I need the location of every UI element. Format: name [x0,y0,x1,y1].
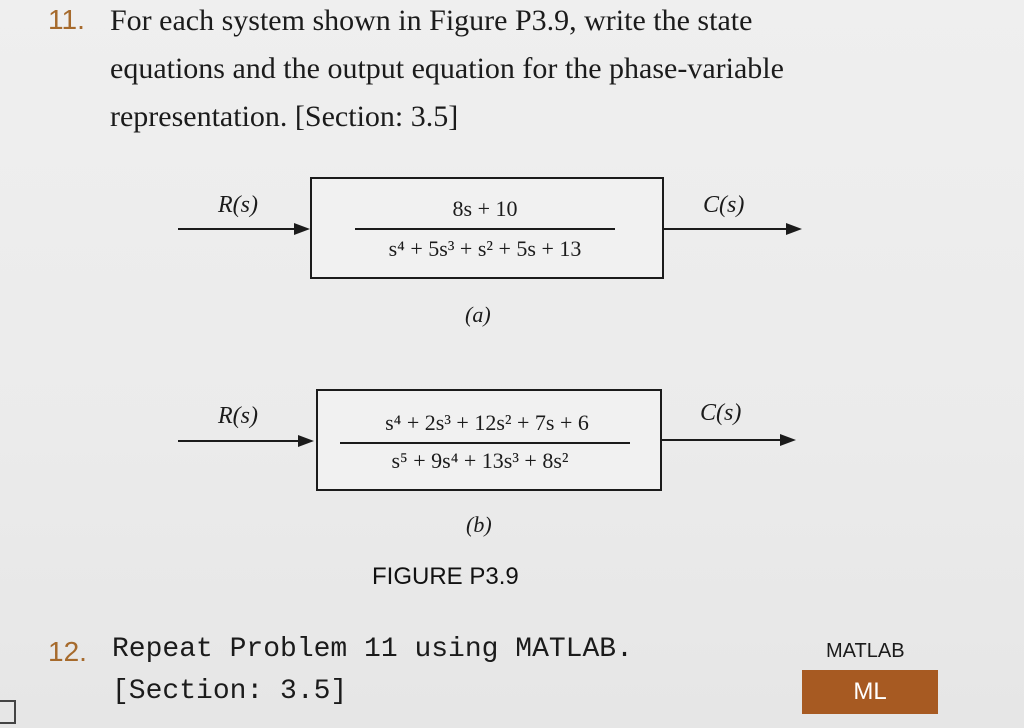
problem-11-text-line-3: representation. [Section: 3.5] [110,100,459,133]
output-arrowhead-b [780,434,796,446]
fraction-bar-a [355,228,615,230]
input-arrowhead-b [298,435,314,447]
input-signal-label-a: R(s) [218,192,258,218]
problem-11-text-line-1: For each system shown in Figure P3.9, write the state [110,4,753,37]
output-arrow-b [662,439,782,441]
matlab-label: MATLAB [826,640,905,662]
transfer-function-box-b [316,389,662,491]
figure-label: FIGURE P3.9 [372,563,519,590]
output-signal-label-b: C(s) [700,400,742,426]
fraction-bar-b [340,442,630,444]
numerator-a: 8s + 10 [452,196,518,221]
input-arrow-a [178,228,296,230]
caption-a: (a) [465,302,491,327]
problem-12-text-line-2: [Section: 3.5] [112,676,348,707]
denominator-a: s⁴ + 5s³ + s² + 5s + 13 [388,236,582,261]
problem-11-number: 11. [48,4,85,35]
denominator-b: s⁵ + 9s⁴ + 13s³ + 8s² [391,448,569,473]
input-signal-label-b: R(s) [218,403,258,429]
margin-mark [0,700,16,724]
output-arrowhead-a [786,223,802,235]
caption-b: (b) [466,512,492,537]
numerator-b: s⁴ + 2s³ + 12s² + 7s + 6 [385,410,589,435]
input-arrowhead-a [294,223,310,235]
ml-badge: ML [802,670,938,714]
problem-12-text-line-1: Repeat Problem 11 using MATLAB. [112,634,633,665]
problem-11-text-line-2: equations and the output equation for the phase-variable [110,52,784,85]
output-arrow-a [664,228,788,230]
output-signal-label-a: C(s) [703,192,745,218]
input-arrow-b [178,440,300,442]
problem-12-number: 12. [48,636,87,667]
